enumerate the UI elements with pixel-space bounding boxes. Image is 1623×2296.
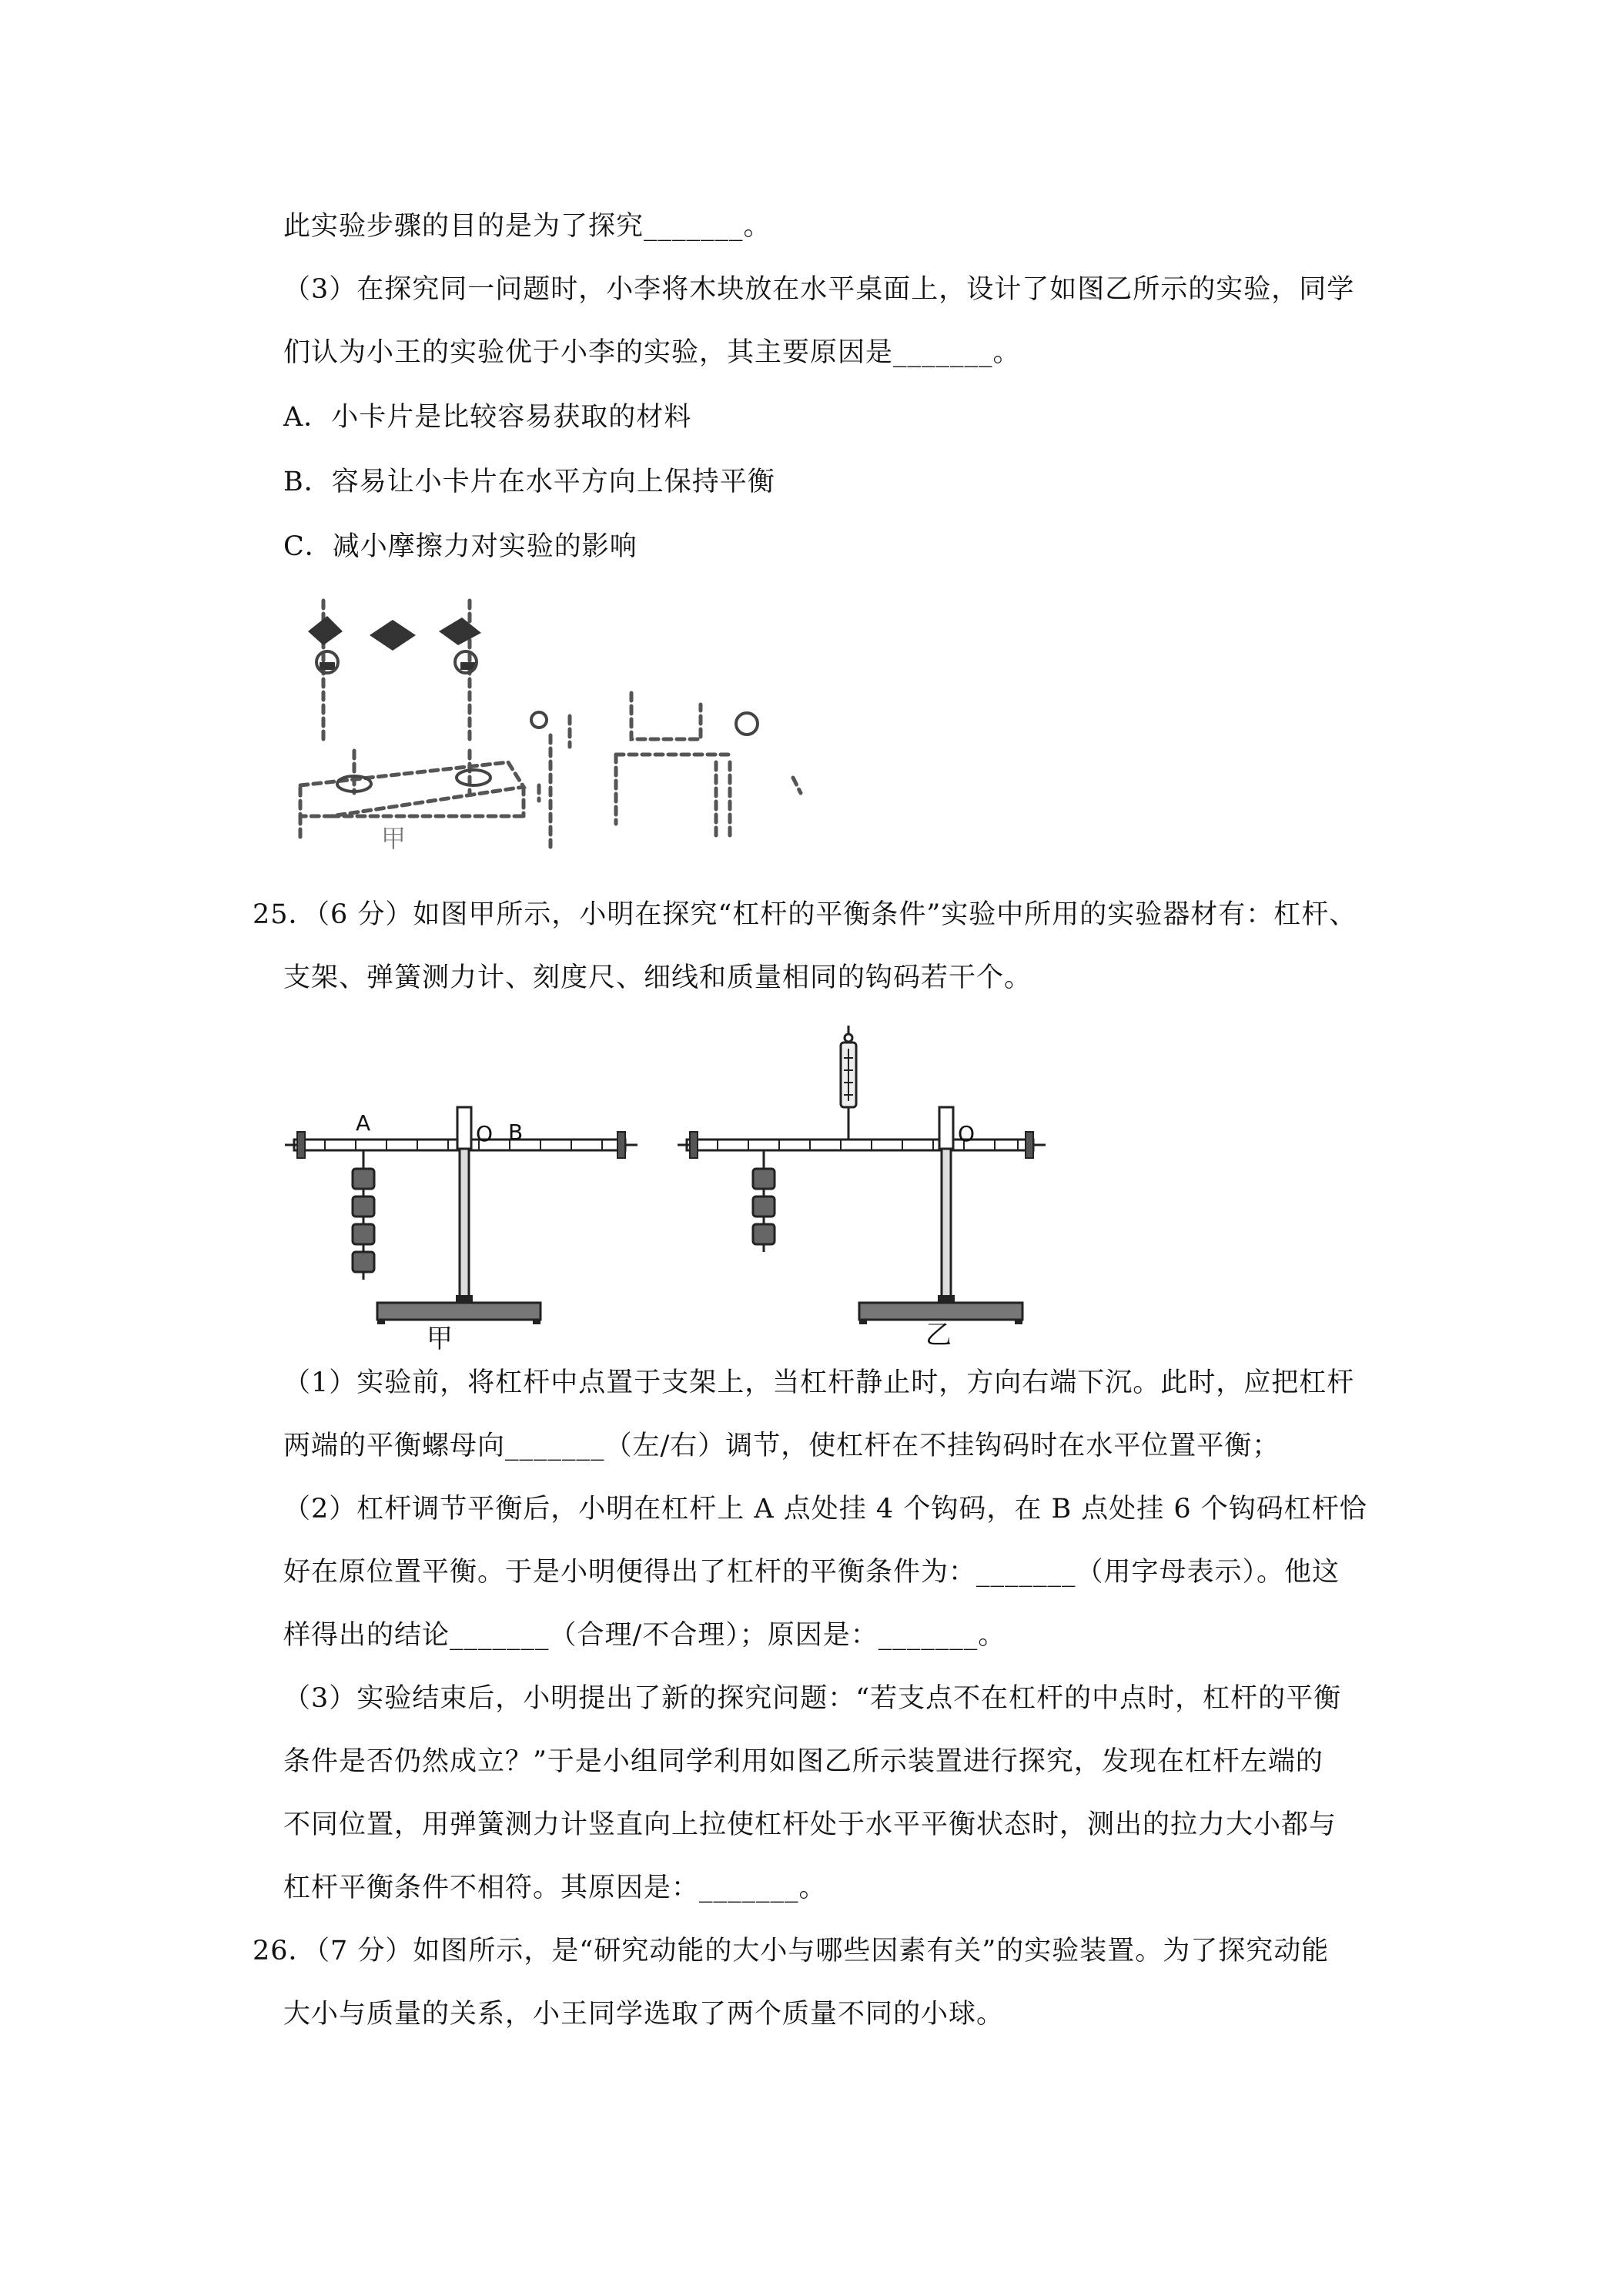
q25-p1-line1: （1）实验前，将杠杆中点置于支架上，当杠杆静止时，方向右端下沉。此时，应把杠杆 <box>283 1367 1355 1398</box>
q24-option-c: C．减小摩擦力对实验的影响 <box>283 531 637 562</box>
q25-figure-svg <box>285 1024 1086 1354</box>
q24-figure-label-jia: 甲 <box>381 824 407 853</box>
hook-weight <box>353 1169 374 1189</box>
q25-p3-line4: 杠杆平衡条件不相符。其原因是：_______。 <box>283 1873 827 1903</box>
hook-weights-yi <box>753 1169 775 1252</box>
lever-setup-jia <box>285 1107 637 1354</box>
stand-pole-jia <box>460 1149 469 1303</box>
q25-p3-line1: （3）实验结束后，小明提出了新的探究问题：“若支点不在杠杆的中点时，杠杆的平衡 <box>283 1683 1342 1714</box>
q24-line1: 此实验步骤的目的是为了探究_______。 <box>283 211 771 242</box>
stand-base-jia <box>377 1303 540 1320</box>
q25-p2-line3: 样得出的结论_______（合理/不合理）；原因是：_______。 <box>283 1620 1006 1651</box>
point-a-label: A <box>356 1110 371 1136</box>
q25-p3-line3: 不同位置，用弹簧测力计竖直向上拉使杠杆处于水平平衡状态时，测出的拉力大小都与 <box>283 1809 1337 1840</box>
q25-p3-line2: 条件是否仍然成立？”于是小组同学利用如图乙所示装置进行探究，发现在杠杆左端的 <box>283 1746 1323 1777</box>
q24-figure-svg <box>285 585 839 878</box>
lever-setup-yi <box>678 1026 1046 1350</box>
point-o-label-yi: O <box>958 1121 975 1146</box>
stand-pole-yi <box>942 1149 951 1303</box>
q25-stem-line1: 25．（6 分）如图甲所示，小明在探究“杠杆的平衡条件”实验中所用的实验器材有：杠杆、 <box>253 899 1357 930</box>
q26-stem-line2: 大小与质量的关系，小王同学选取了两个质量不同的小球。 <box>283 1999 1005 2030</box>
hook-weight <box>753 1169 775 1189</box>
hook-weight <box>353 1197 374 1217</box>
lever-bar-yi <box>687 1140 1033 1150</box>
pivot-post-yi <box>939 1107 953 1149</box>
q25-p2-line1: （2）杠杆调节平衡后，小明在杠杆上 A 点处挂 4 个钩码，在 B 点处挂 6 个钩码杠杆恰 <box>283 1494 1367 1525</box>
hook-weight <box>753 1197 775 1217</box>
point-b-label: B <box>508 1120 524 1145</box>
balance-nut-right-yi <box>1026 1132 1033 1158</box>
stand-base-yi <box>859 1303 1022 1320</box>
figure-label-jia: 甲 <box>427 1324 453 1354</box>
q26-stem-line1: 26．（7 分）如图所示，是“研究动能的大小与哪些因素有关”的实验装置。为了探究动能 <box>253 1936 1330 1966</box>
q24-figure <box>285 585 839 878</box>
point-o-label-jia: O <box>476 1121 494 1146</box>
balance-nut-left-yi <box>690 1132 698 1158</box>
hook-weight <box>353 1224 374 1244</box>
q24-part3-line2: 们认为小王的实验优于小李的实验，其主要原因是_______。 <box>283 337 1021 368</box>
balance-nut-left-jia <box>297 1132 305 1158</box>
hook-weights-jia <box>353 1169 374 1280</box>
q25-stem-line2: 支架、弹簧测力计、刻度尺、细线和质量相同的钩码若干个。 <box>283 962 1032 993</box>
figure-label-yi: 乙 <box>925 1320 952 1350</box>
hook-weight <box>353 1252 374 1272</box>
q24-part3-line1: （3）在探究同一问题时，小李将木块放在水平桌面上，设计了如图乙所示的实验，同学 <box>283 274 1355 305</box>
q25-p1-line2: 两端的平衡螺母向_______（左/右）调节，使杠杆在不挂钩码时在水平位置平衡； <box>283 1431 1280 1461</box>
q24-option-b: B．容易让小卡片在水平方向上保持平衡 <box>283 467 775 497</box>
q25-p2-line2: 好在原位置平衡。于是小明便得出了杠杆的平衡条件为：_______（用字母表示）。他这 <box>283 1557 1340 1588</box>
hook-weight <box>753 1224 775 1244</box>
q25-figure <box>285 1024 1086 1354</box>
q24-option-a: A．小卡片是比较容易获取的材料 <box>283 402 692 433</box>
balance-nut-right-jia <box>617 1132 625 1158</box>
spring-scale <box>841 1026 856 1140</box>
pivot-post-jia <box>457 1107 471 1149</box>
